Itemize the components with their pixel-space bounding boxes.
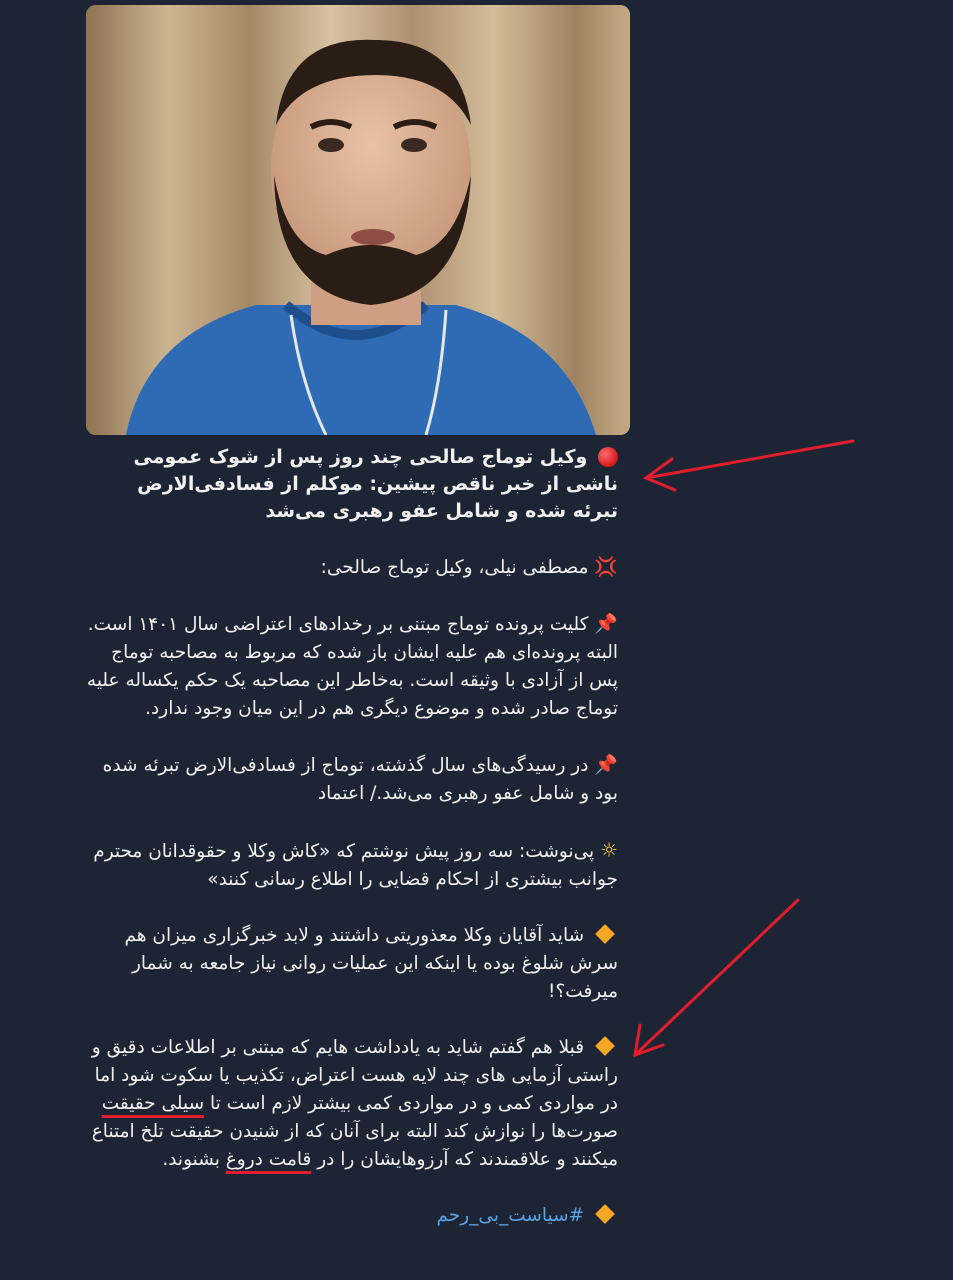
paragraph-3 — [86, 836, 618, 894]
post-title — [86, 444, 618, 525]
hashtag-line — [86, 1202, 618, 1230]
arrow-bottom — [635, 900, 798, 1055]
paragraph-1-text: کلیت پرونده توماج مبتنی بر رخدادهای اعتراضی سال ۱۴۰۱ است. البته پرونده‌ای هم علیه ایشان باز شده که مربوط به مصاحبه توماج پس از آزادی با وثیقه است. به‌خاطر این مصاحبه یک حکم یکساله علیه توماج صادر شده و موضوع دیگری هم در این میان وجود ندارد. — [86, 614, 618, 719]
orange-diamond-icon — [595, 1036, 615, 1056]
orange-diamond-icon — [595, 924, 615, 944]
message-text — [86, 444, 618, 1258]
speaker-text: مصطفی نیلی، وکیل توماج صالحی: — [320, 557, 589, 578]
title-text: وکیل توماج صالحی چند روز پس از شوک عمومی ناشی از خبر ناقص پیشین: موکلم از فسادفی‌الارض تبرئه شده و شامل عفو رهبری می‌شد — [133, 446, 618, 522]
paragraph-5-text-c: بشنوند. — [162, 1149, 226, 1170]
anger-icon: 💢 — [594, 556, 618, 578]
paragraph-3-text: پی‌نوشت: سه روز پیش نوشتم که «کاش وکلا و حقوقدانان محترم جوانب بیشتری از احکام قضایی را اطلاع رسانی کنند» — [93, 841, 618, 890]
paragraph-5-text-a: قبلا هم گفتم شاید به یادداشت هایم که مبتنی بر اطلاعات دقیق و راستی آزمایی های چند لایه هست اعتراض، تکذیب یا سکوت شود اما در مواردی کمی و در مواردی کمی بیشتر لازم است تا — [91, 1037, 618, 1114]
speaker-line — [86, 553, 618, 582]
paragraph-5-text-b: صورت‌ها را نوازش کند البته برای آنان که از شنیدن حقیقت تلخ امتناع میکنند و علاقمندند که آرزوهایشان را در — [91, 1121, 618, 1170]
paragraph-4-text: شاید آقایان وکلا معذوریتی داشتند و لابد خبرگزاری میزان هم سرش شلوغ بوده یا اینکه این عملیات روانی نیاز جامعه به شمار میرفت؟! — [124, 925, 618, 1002]
underlined-phrase-1: سیلی حقیقت — [101, 1093, 205, 1114]
paragraph-4 — [86, 922, 618, 1006]
sun-icon: ☼ — [600, 838, 618, 862]
pin-icon: 📌 — [594, 613, 618, 635]
paragraph-2-text: در رسیدگی‌های سال گذشته، توماج از فسادفی‌الارض تبرئه شده بود و شامل عفو رهبری می‌شد./ اعتماد — [102, 755, 618, 804]
paragraph-1 — [86, 610, 618, 723]
red-circle-icon — [598, 447, 618, 467]
underlined-phrase-2: قامت دروغ — [225, 1149, 312, 1170]
paragraph-2 — [86, 751, 618, 808]
paragraph-5 — [86, 1034, 618, 1174]
pin-icon: 📌 — [594, 754, 618, 776]
orange-diamond-icon — [595, 1204, 615, 1224]
post-photo[interactable] — [86, 5, 630, 435]
portrait-image — [86, 5, 630, 435]
hashtag-link[interactable]: #سیاست_بی_رحم — [436, 1205, 585, 1226]
arrow-top — [646, 441, 853, 490]
